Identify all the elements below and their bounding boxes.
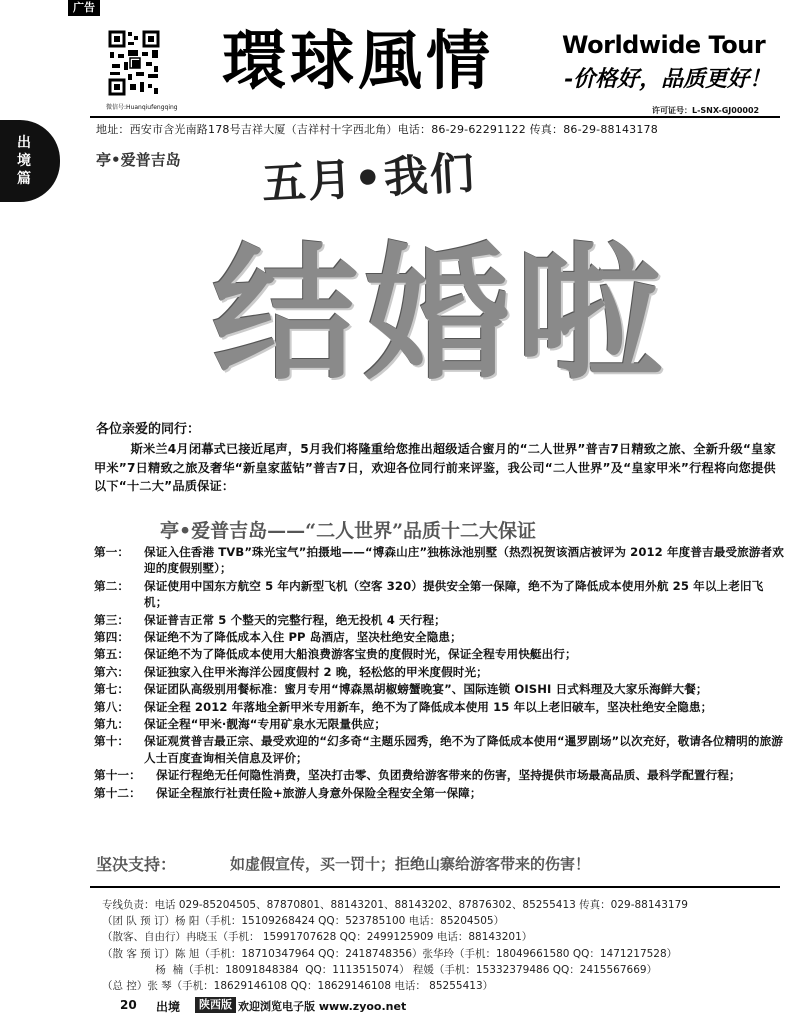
edition-badge: 陕西版 xyxy=(195,997,236,1013)
guarantee-label: 第十： xyxy=(94,734,130,749)
section-side-tab xyxy=(0,120,60,202)
headline-title: 结婚啦 xyxy=(212,229,668,400)
guarantee-text: 保证团队高级别用餐标准：蜜月专用“博森黑胡椒螃蟹晚宴”、国际连锁 OISHI 日式料理及大家乐海鲜大餐； xyxy=(144,682,708,697)
contact-row: 杨 楠（手机：18091848384 QQ：1113515074） 程媛（手机：15332379486 QQ：2415567669） xyxy=(102,963,658,976)
guarantee-item xyxy=(94,544,784,577)
guarantee-text: 保证入住香港 TVB”珠光宝气”拍摄地——“博森山庄”独栋泳池别墅（热烈祝贺该酒店被评为 2012 年度普吉最受旅游者欢迎的度假别墅）； xyxy=(144,545,784,576)
side-tab-char-1: 出 xyxy=(17,135,31,151)
guarantee-label: 第四： xyxy=(94,630,130,645)
guarantee-label: 第十二： xyxy=(94,785,141,800)
guarantee-label: 第八： xyxy=(94,699,130,714)
guarantee-text: 保证全程“甲米·靓海“专用矿泉水无限量供应； xyxy=(144,717,387,732)
guarantee-text: 保证观赏普吉最正宗、最受欢迎的“幻多奇“主题乐园秀，绝不为了降低成本使用“暹罗剧场”以次充好，敬请各位精明的旅游人士百度查询相关信息及评价； xyxy=(144,734,783,765)
guarantee-text: 保证绝不为了降低成本入住 PP 岛酒店，坚决杜绝安全隐患； xyxy=(144,630,462,645)
guarantee-item xyxy=(94,646,784,662)
contact-row: （团 队 预 订）杨 阳（手机：15109268424 QQ：523785100 电话：85204505） xyxy=(102,915,505,928)
guarantee-label: 第十一： xyxy=(94,768,141,783)
contact-list xyxy=(102,897,792,994)
destination-label: 亭•爱普吉岛 xyxy=(96,151,181,169)
footer-divider xyxy=(90,886,780,888)
guarantee-label: 第七： xyxy=(94,682,130,697)
guarantee-label: 第五： xyxy=(94,647,130,662)
license-number: 许可证号：L-SNX-GJ00002 xyxy=(652,106,760,115)
website-link[interactable]: 欢迎浏览电子版 www.zyoo.net xyxy=(238,1000,407,1013)
firm-support-text: 如虚假宣传，买一罚十；拒绝山寨给游客带来的伤害！ xyxy=(230,855,591,873)
guarantee-label: 第三： xyxy=(94,612,130,627)
qr-wechat-label: 微信号:Huanqiufengqing xyxy=(106,104,178,111)
guarantee-item xyxy=(94,612,784,628)
side-tab-char-3: 篇 xyxy=(17,171,31,187)
guarantee-text: 保证普吉正常 5 个整天的完整行程，绝无投机 4 天行程； xyxy=(144,612,446,627)
salutation: 各位亲爱的同行： xyxy=(96,422,201,437)
guarantee-item xyxy=(94,681,784,697)
guarantee-label: 第一： xyxy=(94,545,130,559)
contact-row: （总 控）张 琴（手机：18629146108 QQ：18629146108 电话： 85255413） xyxy=(102,980,494,993)
address-line: 地址：西安市含光南路178号吉祥大厦（吉祥村十字西北角）电话：86-29-62291122 传真：86-29-88143178 xyxy=(96,123,658,136)
contact-row: （散 客 预 订）陈 旭（手机：18710347964 QQ：2418748356）张华玲（手机：18049661580 QQ：1471217528） xyxy=(102,947,678,960)
guarantee-text: 保证绝不为了降低成本使用大船浪费游客宝贵的度假时光，保证全程专用快艇出行； xyxy=(144,647,577,662)
guarantee-item xyxy=(94,699,784,715)
contact-row: 专线负责：电话 029-85204505、87870801、88143201、88143202、87876302、85255413 传真：029-88143179 xyxy=(102,899,688,911)
guarantee-heading: 亭•爱普吉岛——“二人世界”品质十二大保证 xyxy=(160,520,537,542)
guarantee-item xyxy=(94,785,784,801)
headline-subtitle: 五月•我们 xyxy=(260,147,478,210)
guarantee-text: 保证全程旅行社责任险+旅游人身意外保险全程安全第一保障； xyxy=(156,785,482,800)
guarantee-item xyxy=(94,664,784,680)
guarantee-item xyxy=(94,629,784,645)
guarantee-item xyxy=(94,716,784,732)
guarantee-label: 第六： xyxy=(94,664,130,679)
page-section: 出境 xyxy=(156,1000,181,1014)
guarantee-text: 保证行程绝无任何隐性消费，坚决打击零、负团费给游客带来的伤害，坚持提供市场最高品质、最科学配置行程； xyxy=(156,768,741,783)
guarantee-label: 第二： xyxy=(94,578,130,593)
contact-row: （散客、自由行）冉晓玉（手机： 15991707628 QQ：2499125909 电话：88143201） xyxy=(102,931,533,944)
side-tab-char-2: 境 xyxy=(17,153,31,169)
logo-title: 環球風情 xyxy=(222,24,494,99)
guarantee-text: 保证使用中国东方航空 5 年内新型飞机（空客 320）提供安全第一保障，绝不为了降低成本使用外航 25 年以上老旧飞机； xyxy=(144,578,764,610)
intro-paragraph: 斯米兰4月闭幕式已接近尾声，5月我们将隆重给您推出超级适合蜜月的“二人世界”普吉7日精致之旅、全新升级“皇家甲米”7日精致之旅及奢华“新皇家蓝钻”普吉7日，欢迎各位同行前来评鉴，我公司“二人世界”及“皇家甲米”行程将向您提供以下“十二大”品质保证： xyxy=(94,442,776,494)
page-number: 20 xyxy=(120,998,137,1012)
header-divider xyxy=(90,116,780,118)
logo-english-title: Worldwide Tour xyxy=(562,31,766,59)
guarantee-text: 保证全程 2012 年落地全新甲米专用新车，绝不为了降低成本使用 15 年以上老旧破车，坚决杜绝安全隐患； xyxy=(144,699,713,714)
guarantee-text: 保证独家入住甲米海洋公园度假村 2 晚，轻松悠的甲米度假时光； xyxy=(144,664,488,679)
guarantee-item xyxy=(94,767,784,783)
guarantee-list xyxy=(94,544,784,802)
qr-code-icon xyxy=(108,28,160,98)
guarantee-label: 第九： xyxy=(94,717,130,732)
guarantee-item xyxy=(94,578,784,611)
ad-tag: 广告 xyxy=(68,0,100,16)
guarantee-item xyxy=(94,733,784,766)
logo-slogan: -价格好，品质更好！ xyxy=(564,66,772,92)
firm-support-label: 坚决支持： xyxy=(96,855,177,874)
